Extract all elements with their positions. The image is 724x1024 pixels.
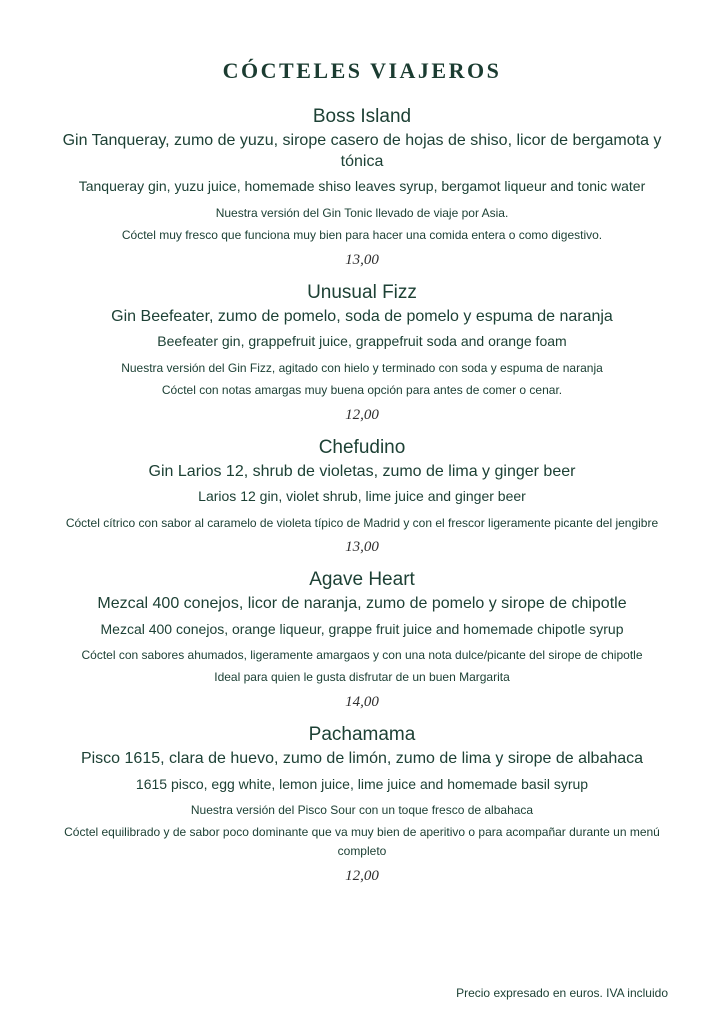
cocktail-price: 14,00	[345, 694, 379, 711]
cocktail-notes	[22, 646, 702, 687]
cocktail-price: 13,00	[345, 251, 379, 268]
cocktail-price: 12,00	[345, 406, 379, 423]
ingredients-english: Larios 12 gin, violet shrub, lime juice and ginger beer	[198, 488, 526, 505]
cocktail-name: Boss Island	[312, 106, 412, 127]
cocktail-note: Cóctel muy fresco que funciona muy bien para hacer una comida entera o como digestivo.	[121, 228, 603, 243]
ingredients-english: Tanqueray gin, yuzu juice, homemade shiso leaves syrup, bergamot liqueur and tonic water	[78, 178, 646, 195]
cocktail-section-pachamama	[22, 724, 702, 885]
ingredients-spanish: Gin Beefeater, zumo de pomelo, soda de pomelo y espuma de naranja	[111, 307, 613, 325]
ingredients-english: 1615 pisco, egg white, lemon juice, lime juice and homemade basil syrup	[135, 775, 589, 792]
cocktail-notes	[22, 204, 702, 245]
ingredients-spanish: Mezcal 400 conejos, licor de naranja, zumo de pomelo y sirope de chipotle	[97, 594, 627, 612]
cocktail-notes	[22, 359, 702, 400]
menu-title: CÓCTELES VIAJEROS	[222, 58, 502, 83]
cocktail-name: Pachamama	[308, 724, 416, 746]
cocktail-price: 13,00	[345, 539, 379, 556]
cocktail-note: Nuestra versión del Pisco Sour con un toque fresco de albahaca	[190, 802, 534, 817]
cocktail-note: Nuestra versión del Gin Fizz, agitado con hielo y terminado con soda y espuma de naranja	[121, 360, 603, 375]
cocktail-section-unusual-fizz	[22, 282, 702, 424]
cocktail-section-chefudino	[22, 437, 702, 556]
cocktail-notes	[22, 514, 702, 533]
cocktail-note: Cóctel con sabores ahumados, ligeramente amargaos y con una nota dulce/picante del sirope de chipotle	[81, 647, 643, 662]
ingredients-english: Mezcal 400 conejos, orange liqueur, grappe fruit juice and homemade chipotle syrup	[100, 620, 624, 637]
ingredients-spanish: Gin Tanqueray, zumo de yuzu, sirope casero de hojas de shiso, licor de bergamota y tónica	[62, 131, 662, 170]
cocktail-notes	[22, 801, 702, 861]
ingredients-spanish: Pisco 1615, clara de huevo, zumo de limón, zumo de lima y sirope de albahaca	[80, 749, 644, 767]
cocktail-note: Cóctel cítrico con sabor al caramelo de violeta típico de Madrid y con el frescor ligeramente picante del jengibre	[65, 515, 659, 530]
cocktail-name: Unusual Fizz	[307, 281, 417, 303]
cocktail-note: Cóctel con notas amargas muy buena opción para antes de comer o cenar.	[161, 383, 563, 398]
cocktail-section-agave-heart	[22, 569, 702, 711]
ingredients-english: Beefeater gin, grappefruit juice, grappefruit soda and orange foam	[157, 333, 567, 350]
cocktail-name: Chefudino	[318, 436, 406, 458]
cocktail-name: Agave Heart	[309, 569, 415, 591]
cocktail-note: Ideal para quien le gusta disfrutar de un buen Margarita	[214, 670, 510, 685]
cocktail-price: 12,00	[345, 867, 379, 884]
footer-price-disclaimer: Precio expresado en euros. IVA incluido	[456, 986, 668, 1000]
ingredients-spanish: Gin Larios 12, shrub de violetas, zumo de lima y ginger beer	[148, 462, 576, 480]
cocktail-note: Nuestra versión del Gin Tonic llevado de viaje por Asia.	[215, 205, 509, 220]
cocktail-section-boss-island	[22, 106, 702, 269]
cocktail-note: Cóctel equilibrado y de sabor poco dominante que va muy bien de aperitivo o para acompañar durante un menú completo	[64, 825, 660, 859]
